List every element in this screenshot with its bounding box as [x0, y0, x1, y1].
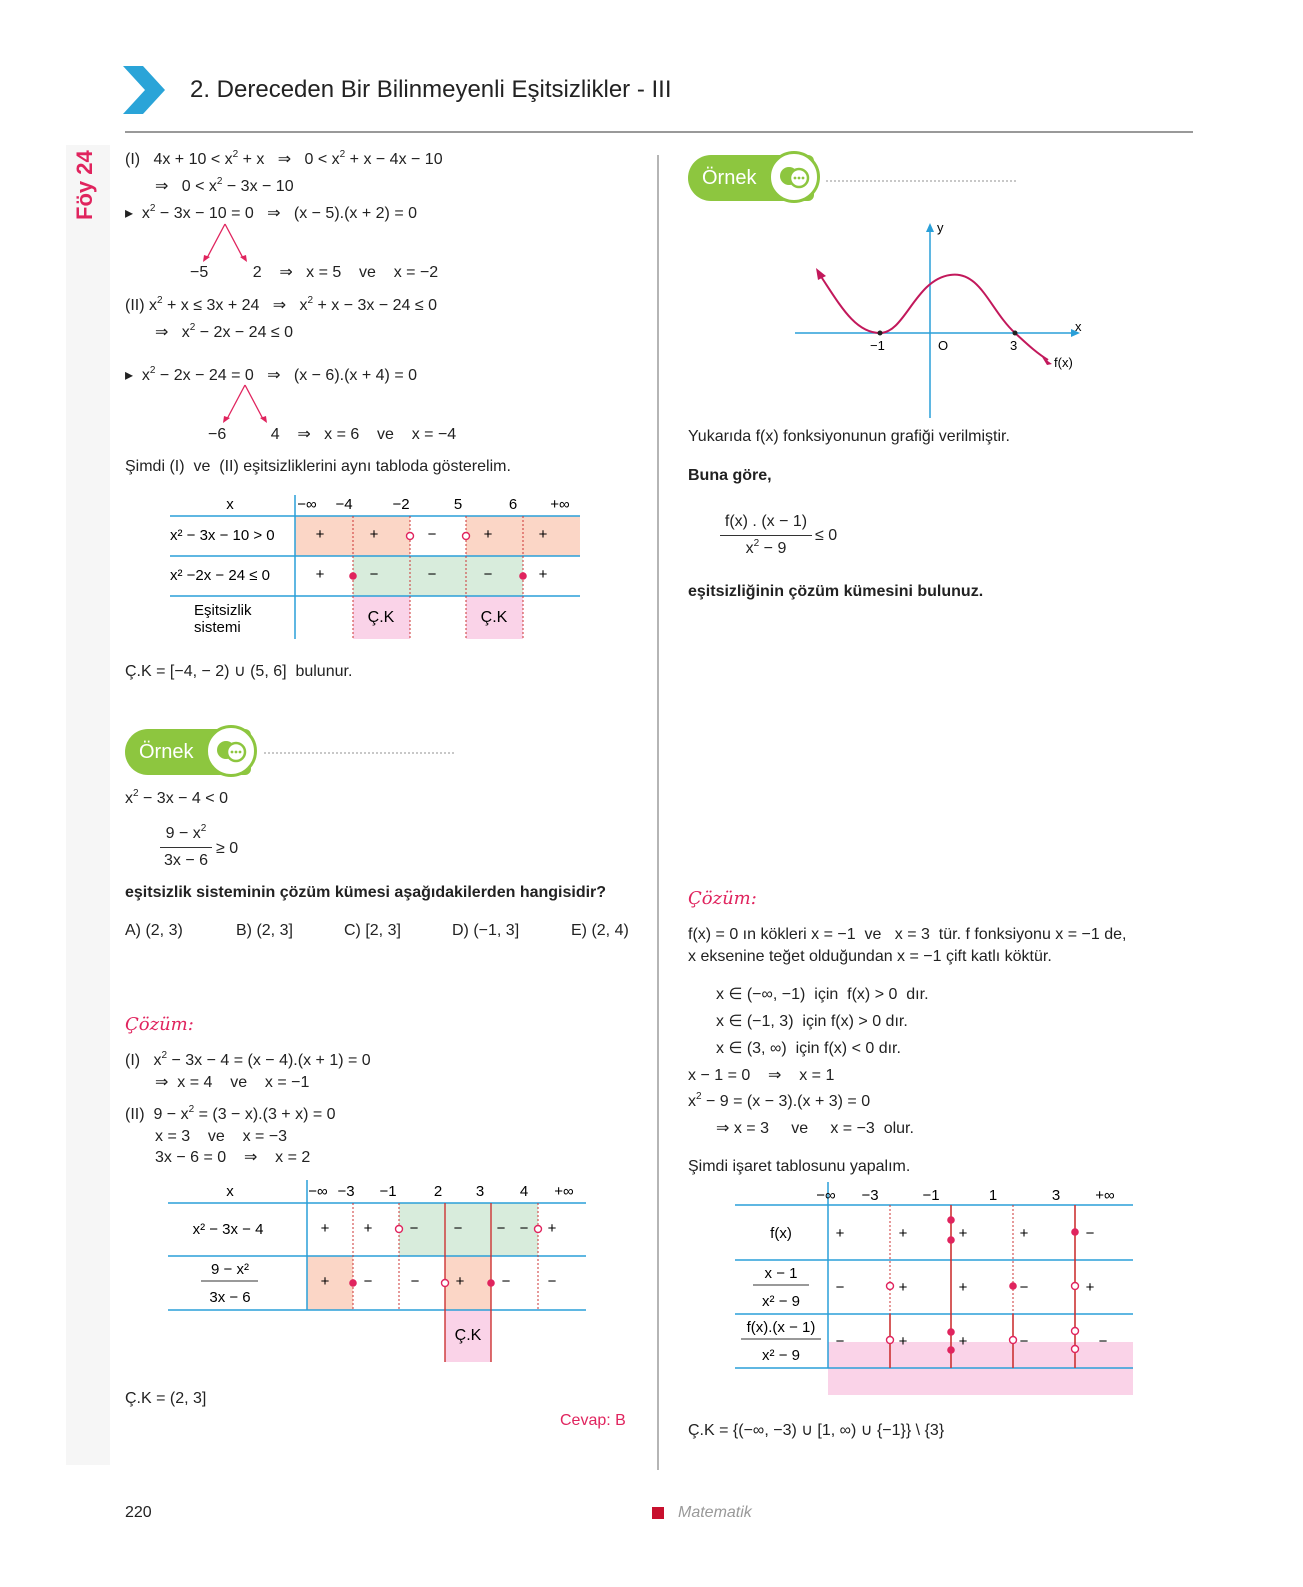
function-graph	[790, 220, 1090, 420]
t3-head-1: −3	[861, 1187, 879, 1204]
t2-row1: x² − 3x − 4	[192, 1221, 264, 1238]
t3-s1-2: +	[958, 1225, 968, 1242]
t3-s2-0: −	[835, 1279, 845, 1296]
result-2: Ç.K = (2, 3]	[125, 1390, 207, 1407]
t3-head-3: 1	[988, 1187, 998, 1204]
roots-line-1: −5 2 ⇒ x = 5 ve x = −2	[190, 264, 439, 281]
t3-row3-num: f(x).(x − 1)	[746, 1319, 816, 1336]
t1-x: x	[226, 496, 234, 513]
step-line-5: (II) $x^2 + x \le 3x + 24$ ⇒ $x^2 + x - 3x - 24 \le 0$	[125, 295, 438, 314]
t3-head-2: −1	[922, 1187, 940, 1204]
root-arrows-2	[205, 383, 285, 425]
t2-x: x	[226, 1183, 234, 1200]
question-rel-right: ≤ 0	[815, 527, 838, 544]
t3-s1-3: +	[1019, 1225, 1029, 1242]
t1-row3b: sistemi	[194, 619, 241, 636]
page-number: 220	[125, 1504, 152, 1521]
step-line-1: (I) $4x + 10 < x^2 + x$ ⇒ $0 < x^2 + x - 4x - 10$	[125, 149, 443, 168]
column-divider	[657, 155, 659, 1470]
cozum-heading-right: Çözüm:	[688, 888, 757, 909]
t3-s3-0: −	[835, 1333, 845, 1350]
t1-s1-1: +	[369, 526, 379, 543]
t3-s2-2: +	[958, 1279, 968, 1296]
t1-row2: x² −2x − 24 ≤ 0	[170, 567, 270, 584]
t3-s3-1: +	[898, 1333, 908, 1350]
intro-line: Şimdi (I) ve (II) eşitsizliklerini aynı tabloda gösterelim.	[125, 458, 511, 475]
sol-r1: x ∈ (−∞, −1) için f(x) > 0 dır.	[716, 986, 929, 1003]
t1-s1-0: +	[315, 526, 325, 543]
t3-s1-0: +	[835, 1225, 845, 1242]
header-divider	[125, 131, 1193, 133]
bullet-icon: ▸	[125, 205, 134, 222]
sol-r5: $x^2 - 9 = (x - 3).(x + 3) = 0$	[688, 1091, 871, 1110]
t1-row3a: Eşitsizlik	[194, 602, 252, 619]
step-line-7: ▸ $x^2 - 2x - 24 = 0$ ⇒ (x − 6).(x + 4) = 0	[125, 365, 418, 384]
graph-m1: −1	[870, 338, 885, 353]
sol-r3: x ∈ (3, ∞) için f(x) < 0 dır.	[716, 1040, 901, 1057]
t1-head-4: 6	[508, 496, 518, 513]
t1-s1-3: +	[483, 526, 493, 543]
step-line-2: ⇒ $0 < x^2 - 3x - 10$	[155, 176, 294, 195]
step-line-6: ⇒ $x^2 - 2x - 24 \le 0$	[155, 322, 294, 341]
graph-y: y	[937, 220, 944, 235]
option-a[interactable]: A) (2, 3)	[125, 922, 183, 939]
sol-line-1: (I) $x^2 - 3x - 4 = (x - 4).(x + 1) = 0$	[125, 1050, 371, 1069]
t3-s3-2: +	[958, 1333, 968, 1350]
question-fraction: f(x) . (x − 1) $x^2 - 9$	[720, 512, 812, 559]
ornek-label: Örnek	[702, 167, 757, 189]
graph-p3: 3	[1010, 338, 1018, 353]
t3-head-0: −∞	[816, 1187, 836, 1204]
t2-ck: Ç.K	[454, 1327, 482, 1344]
roots-line-2: −6 4 ⇒ x = 6 ve x = −4	[208, 426, 457, 443]
t3-row3-den: x² − 9	[762, 1347, 800, 1364]
chat-bubbles-icon	[768, 151, 820, 203]
t3-s1-4: −	[1085, 1225, 1095, 1242]
dotted-rule	[264, 752, 454, 754]
bullet-icon: ▸	[125, 367, 134, 384]
page-title: 2. Dereceden Bir Bilinmeyenli Eşitsizlikler - III	[190, 76, 672, 103]
t2-s2-4: −	[501, 1273, 511, 1290]
t1-ck-1: Ç.K	[367, 609, 395, 626]
root-arrows-1	[185, 222, 265, 264]
graph-origin: O	[938, 338, 949, 353]
t3-s2-4: +	[1085, 1279, 1095, 1296]
t2-head-1: −3	[337, 1183, 355, 1200]
sol-r4: x − 1 = 0 ⇒ x = 1	[688, 1067, 835, 1084]
t2-row2-num: 9 − x²	[211, 1261, 249, 1278]
t2-s1-1: +	[363, 1220, 373, 1237]
question-text: eşitsizlik sisteminin çözüm kümesi aşağıdakilerden hangisidir?	[125, 884, 607, 901]
t2-s1-5: −	[519, 1220, 529, 1237]
footer-square-icon	[652, 1507, 664, 1519]
t3-row2-den: x² − 9	[762, 1293, 800, 1310]
t1-head-0: −∞	[297, 496, 317, 513]
t3-row2-num: x − 1	[764, 1265, 798, 1282]
result-1: Ç.K = [−4, − 2) ∪ (5, 6] bulunur.	[125, 663, 353, 680]
sol-line-5: 3x − 6 = 0 ⇒ x = 2	[155, 1149, 311, 1166]
t1-s2-3: −	[483, 566, 493, 583]
t2-s2-1: −	[363, 1273, 373, 1290]
sol-r7: Şimdi işaret tablosunu yapalım.	[688, 1158, 911, 1175]
t3-s3-3: −	[1019, 1333, 1029, 1350]
graph-f: f(x)	[1054, 355, 1073, 370]
sol-r6: ⇒ x = 3 ve x = −3 olur.	[716, 1120, 914, 1137]
subject-label: Matematik	[678, 1504, 752, 1521]
sign-table-2	[168, 1180, 593, 1390]
t3-head-5: +∞	[1095, 1187, 1115, 1204]
sidebar-strip	[66, 145, 110, 1465]
sol-line-4: x = 3 ve x = −3	[155, 1128, 288, 1145]
question-text-right: eşitsizliğinin çözüm kümesini bulunuz.	[688, 583, 984, 600]
sol-line-2: ⇒ x = 4 ve x = −1	[155, 1074, 310, 1091]
option-c[interactable]: C) [2, 3]	[344, 922, 401, 939]
t2-s2-5: −	[547, 1273, 557, 1290]
t3-s2-1: +	[898, 1279, 908, 1296]
option-b[interactable]: B) (2, 3]	[236, 922, 293, 939]
t1-head-1: −4	[335, 496, 353, 513]
step-line-3: ▸ $x^2 - 3x - 10 = 0$ ⇒ (x − 5).(x + 2) = 0	[125, 203, 418, 222]
t1-s2-0: +	[315, 566, 325, 583]
question-rel: ≥ 0	[216, 840, 239, 857]
t2-s1-6: +	[547, 1220, 557, 1237]
t1-ck-2: Ç.K	[480, 609, 508, 626]
sign-table-3	[735, 1182, 1145, 1402]
t3-s2-3: −	[1019, 1279, 1029, 1296]
question-ineq-2: $9 - x^2$ 3x − 6	[160, 824, 212, 871]
sol-line-3: (II) $9 - x^2 = (3 - x).(3 + x) = 0$	[125, 1104, 336, 1123]
t1-head-5: +∞	[550, 496, 570, 513]
foy-label: Föy 24	[72, 150, 97, 220]
t3-s3-4: −	[1098, 1333, 1108, 1350]
t2-s2-2: −	[410, 1273, 420, 1290]
t3-head-4: 3	[1051, 1187, 1061, 1204]
option-e[interactable]: E) (2, 4)	[571, 922, 629, 939]
t2-head-3: 2	[433, 1183, 443, 1200]
chat-bubbles-icon	[205, 725, 257, 777]
cozum-heading-left: Çözüm:	[125, 1014, 194, 1035]
answer-label: Cevap: B	[560, 1412, 626, 1429]
t3-row1: f(x)	[770, 1225, 792, 1242]
dotted-rule	[826, 180, 1016, 182]
t2-s1-0: +	[320, 1220, 330, 1237]
t2-s2-3: +	[455, 1273, 465, 1290]
t2-s1-2: −	[409, 1220, 419, 1237]
t1-head-2: −2	[392, 496, 410, 513]
t2-head-0: −∞	[308, 1183, 328, 1200]
ornek-badge-left	[125, 729, 251, 775]
t2-s1-3: −	[453, 1220, 463, 1237]
question-ineq-1: $x^2 - 3x - 4 < 0$	[125, 788, 228, 807]
t1-s1-2: −	[427, 526, 437, 543]
t2-s1-4: −	[496, 1220, 506, 1237]
t2-s2-0: +	[320, 1273, 330, 1290]
graph-x: x	[1075, 319, 1082, 334]
t1-s2-4: +	[538, 566, 548, 583]
t2-head-4: 3	[475, 1183, 485, 1200]
graph-desc: Yukarıda f(x) fonksiyonunun grafiği verilmiştir.	[688, 428, 1010, 445]
option-d[interactable]: D) (−1, 3]	[452, 922, 520, 939]
result-right: Ç.K = {(−∞, −3) ∪ [1, ∞) ∪ {−1}} \ {3}	[688, 1422, 945, 1439]
t2-row2-den: 3x − 6	[209, 1289, 251, 1306]
t1-s2-2: −	[427, 566, 437, 583]
ornek-label: Örnek	[139, 741, 194, 763]
t2-head-2: −1	[379, 1183, 397, 1200]
t2-head-6: +∞	[554, 1183, 574, 1200]
sol-p1: f(x) = 0 ın kökleri x = −1 ve x = 3 tür. f fonksiyonu x = −1 de,	[688, 926, 1127, 943]
t1-s2-1: −	[369, 566, 379, 583]
t1-row1: x² − 3x − 10 > 0	[170, 527, 275, 544]
t1-s1-4: +	[538, 526, 548, 543]
t1-head-3: 5	[453, 496, 463, 513]
sign-table-1	[170, 495, 590, 655]
t3-s1-1: +	[898, 1225, 908, 1242]
sol-p2: x eksenine teğet olduğundan x = −1 çift katlı köktür.	[688, 948, 1052, 965]
sol-r2: x ∈ (−1, 3) için f(x) > 0 dır.	[716, 1013, 908, 1030]
chevron-icon	[123, 66, 165, 114]
t2-head-5: 4	[519, 1183, 529, 1200]
ornek-badge-right	[688, 155, 814, 201]
buna-gore: Buna göre,	[688, 467, 772, 484]
